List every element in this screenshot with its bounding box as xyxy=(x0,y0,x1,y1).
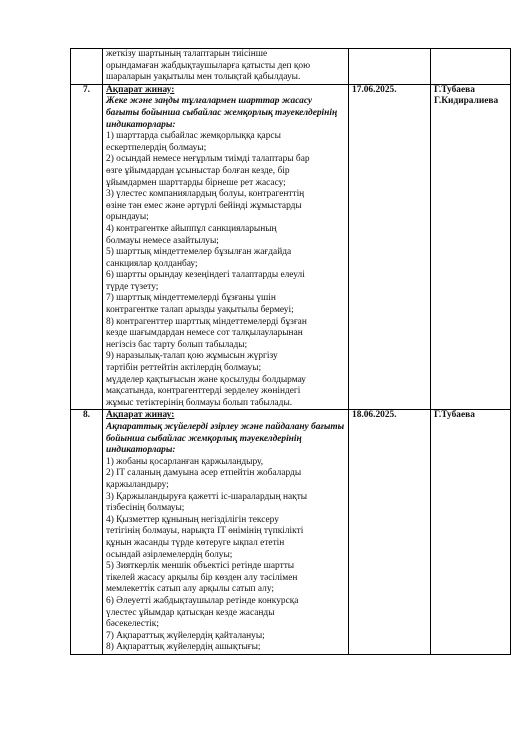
text-line: негізсіз бас тарту болып табылады; xyxy=(106,339,248,350)
row-number: 7. xyxy=(71,84,103,410)
responsible-persons xyxy=(431,410,511,654)
text-line: кезде шағымдардан немесе сот талқылауларынан xyxy=(106,328,303,339)
text-line: шараларын уақытылы мен толықтай қабылдауы. xyxy=(106,72,301,83)
text-line: 5) Зияткерлік меншік объектісі ретінде шартты xyxy=(106,561,295,572)
text-line: осындай әзірлемелердің болуы; xyxy=(106,549,233,560)
text-line: 8) контрагенттер шарттық міндеттемелерді бұзған xyxy=(106,316,307,327)
text-line: құнын жасанды түрде көтеруге ықпал ететін xyxy=(106,537,285,548)
text-line: 2) осындай немесе неғұрлым тиімді талаптары бар xyxy=(106,154,310,165)
table-row xyxy=(71,84,511,410)
responsible-name: Г.Кидиралиева xyxy=(434,96,499,107)
text-line: орындамаған жабдықтаушыларға қатысты деп қою xyxy=(106,60,311,71)
text-line: 1) жобаны қосарланған қаржыландыру, xyxy=(106,456,264,467)
text-line: мүдделер қақтығысын және қосылуды болдырмау xyxy=(106,374,306,385)
text-line: ұйымдармен шарттарды бірнеше рет жасасу; xyxy=(106,177,286,188)
row-description xyxy=(103,410,349,654)
text-line: тізбесінің болмауы; xyxy=(106,503,185,514)
section-heading: Ақпарат жинау: xyxy=(106,410,175,421)
text-line: тікелей жасасу арқылы бір көзден алу тәсілімен xyxy=(106,572,298,583)
due-date: 17.06.2025. xyxy=(349,84,431,410)
text-line: тәртібін реттейтін актілердің болмауы; xyxy=(106,363,262,374)
text-line: болмауы немесе азайтылуы; xyxy=(106,235,219,246)
text-line: 3) үлестес компаниялардың болуы, контрагенттің xyxy=(106,189,305,200)
text-line: орындауы; xyxy=(106,212,149,223)
row-number: 8. xyxy=(71,410,103,654)
responsible-persons xyxy=(431,84,511,410)
text-line: 8) Ақпараттық жүйелердің ашықтығы; xyxy=(106,642,261,653)
text-line: 2) IT саланың дамуына әсер етпейтін жобаларды xyxy=(106,468,302,479)
text-line: өзіне тән емес және әртүрлі бейінді жұмыстарды xyxy=(106,200,302,211)
due-date: 18.06.2025. xyxy=(349,410,431,654)
responsible-name: Г.Тубаева xyxy=(434,84,475,95)
row-description xyxy=(103,49,349,85)
text-line: үлестес ұйымдар қатысқан кезде жасанды xyxy=(106,607,275,618)
text-line: өзге ұйымдардан ұсыныстар болған кезде, бір xyxy=(106,165,290,176)
text-line: жеткізу шартының талаптарын тиісінше xyxy=(106,49,268,59)
section-subheading: Ақпараттық жүйелерді әзірлеу және пайдалану бағыты бойынша сыбайлас жемқорлық тәуекелдерінің индикаторлары: xyxy=(106,422,345,456)
plan-table xyxy=(70,48,511,655)
text-line: 5) шарттық міндеттемелер бұзылған жағдайда xyxy=(106,247,292,258)
text-line: бәсекелестік; xyxy=(106,619,159,630)
row-number xyxy=(71,49,103,85)
row-description xyxy=(103,84,349,410)
due-date xyxy=(349,49,431,85)
section-subheading: Жеке және заңды тұлғалармен шарттар жасасу бағыты бойынша сыбайлас жемқорлық тәуекелдерінің индикаторлары: xyxy=(106,96,338,130)
text-line: 9) наразылық-талап қою жұмысын жүргізу xyxy=(106,351,278,362)
table-row xyxy=(71,410,511,654)
text-line: контрагентке талап арызды уақытылы бермеуі; xyxy=(106,305,294,316)
text-line: ескертпелердің болмауы; xyxy=(106,142,207,153)
text-line: санкциялар қолданбау; xyxy=(106,258,198,269)
text-line: мақсатында, контрагенттерді зерделеу жөніндегі xyxy=(106,386,301,397)
text-line: қаржыландыру; xyxy=(106,479,169,490)
text-line: тетігінің болмауы, нарықта IT өнімінің түпкілікті xyxy=(106,526,304,537)
text-line: 6) Әлеуетті жабдықтаушылар ретінде конкурсқа xyxy=(106,595,299,606)
text-line: мемлекеттік сатып алу арқылы сатып алу; xyxy=(106,584,275,595)
text-line: 4) Қызметтер құнының негізділігін тексеру xyxy=(106,514,279,525)
responsible-persons xyxy=(431,49,511,85)
text-line: 7) шарттық міндеттемелерді бұзғаны үшін xyxy=(106,293,276,304)
section-heading: Ақпарат жинау: xyxy=(106,84,175,95)
table-row xyxy=(71,49,511,85)
text-line: 1) шарттарда сыбайлас жемқорлыққа қарсы xyxy=(106,131,281,142)
text-line: жұмыс тетіктерінің болмауы болып табылады. xyxy=(106,397,293,408)
text-line: түрде түзету; xyxy=(106,281,159,292)
text-line: 6) шартты орындау кезеңіндегі талаптарды елеулі xyxy=(106,270,305,281)
text-line: 3) Қаржыландыруға қажетті іс-шаралардың нақты xyxy=(106,491,308,502)
responsible-name: Г.Тубаева xyxy=(434,410,475,421)
text-line: 4) контрагентке айыппұл санкцияларының xyxy=(106,223,277,234)
text-line: 7) Ақпараттық жүйелердің қайталануы; xyxy=(106,630,265,641)
